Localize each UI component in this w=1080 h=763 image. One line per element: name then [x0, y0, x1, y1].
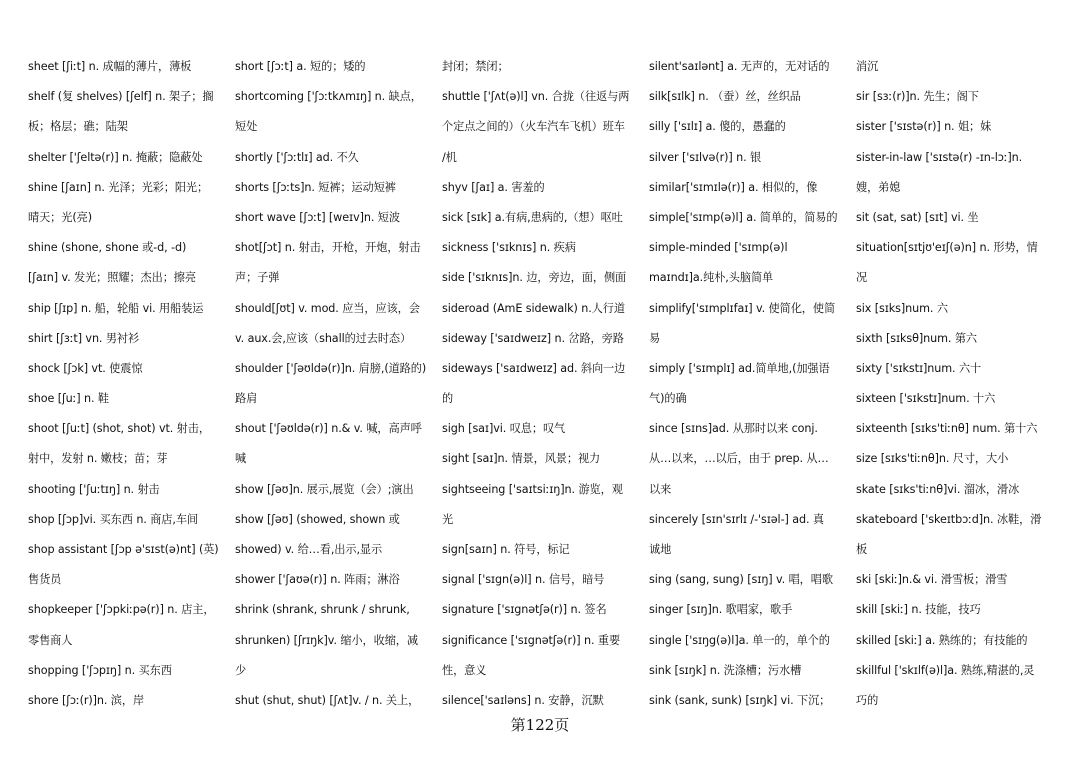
vocab-entry-line: single ['sɪŋg(ə)l]a. 单一的，单个的 — [649, 633, 830, 647]
vocab-entry-line: simple['sɪmp(ə)l] a. 简单的，简易的 — [649, 210, 838, 224]
vocab-entry-line: 巧的 — [856, 693, 879, 707]
vocab-entry-line: sideways ['saɪdweɪz] ad. 斜向一边 — [442, 361, 626, 375]
vocab-entry-line: sing (sang, sung) [sɪŋ] v. 唱，唱歌 — [649, 573, 833, 587]
vocab-entry-line: silly ['sɪlɪ] a. 傻的，愚蠢的 — [649, 120, 786, 134]
vocab-entry-line: 板 — [856, 543, 868, 556]
vocab-entry-line: shop [ʃɔp]vi. 买东西 n. 商店,车间 — [28, 512, 199, 526]
vocab-entry-line: 少 — [235, 663, 247, 677]
vocab-entry-line: shut (shut, shut) [ʃʌt]v. / n. 关上， — [235, 693, 420, 707]
vocab-entry-line: show [ʃəʊ]n. 展示,展览（会）;演出 — [235, 482, 414, 496]
vocab-entry-line: shoe [ʃuː] n. 鞋 — [28, 392, 109, 406]
vocab-entry-line: silent'saɪlənt] a. 无声的，无对话的 — [649, 60, 830, 73]
vocab-entry-line: simply ['sɪmplɪ] ad.简单地,(加强语 — [649, 361, 830, 375]
vocab-entry-line: sister-in-law ['sɪstə(r) -ɪn-lɔː]n. — [856, 150, 1023, 164]
vocab-entry-line: shorts [ʃɔːts]n. 短裤；运动短裤 — [235, 180, 396, 194]
vocab-entry-line: 板；格层；礁；陆架 — [28, 120, 128, 134]
vocab-entry-line: shoot [ʃuːt] (shot, shot) vt. 射击， — [28, 422, 210, 436]
vocab-entry-line: shortcoming ['ʃɔːtkʌmɪŋ] n. 缺点， — [235, 90, 422, 104]
vocab-entry-line: shooting ['ʃuːtɪŋ] n. 射击 — [28, 482, 160, 496]
vocab-entry-line: sideroad (AmE sidewalk) n.人行道 — [442, 301, 625, 315]
vocab-entry-line: sit (sat, sat) [sɪt] vi. 坐 — [856, 210, 979, 224]
vocab-column-2 — [235, 52, 442, 722]
vocab-entry-line: sir [sɜː(r)]n. 先生；阁下 — [856, 90, 979, 104]
vocab-entry-line: 喊 — [235, 452, 247, 466]
vocab-entry-line: shelf (复 shelves) [ʃelf] n. 架子；搁 — [28, 90, 214, 104]
vocab-entry-line: shirt [ʃɜːt] vn. 男衬衫 — [28, 331, 140, 345]
vocab-entry-line: shrunken) [ʃrɪŋk]v. 缩小，收缩，减 — [235, 633, 418, 647]
vocab-entry-line: sigh [saɪ]vi. 叹息；叹气 — [442, 422, 566, 436]
vocab-entry-line: 个定点之间的）（火车汽车飞机）班车 — [442, 120, 625, 134]
vocab-entry-line: skillful ['skɪlf(ə)l]a. 熟练,精湛的,灵 — [856, 663, 1035, 677]
vocab-entry-line: 零售商人 — [28, 633, 73, 647]
vocab-entry-line: shopping ['ʃɔpɪŋ] n. 买东西 — [28, 663, 172, 677]
vocab-entry-line: 声；子弹 — [235, 271, 280, 285]
vocab-entry-line: 以来 — [649, 482, 672, 496]
page-number: 第122页 — [510, 716, 570, 734]
vocab-entry-line: sixteen ['sɪkstɪ]num. 十六 — [856, 392, 996, 406]
vocab-entry-line: shore [ʃɔː(r)]n. 滨，岸 — [28, 693, 145, 707]
vocab-entry-line: simple-minded ['sɪmp(ə)l — [649, 241, 788, 255]
vocab-entry-line: short wave [ʃɔːt] [weɪv]n. 短波 — [235, 210, 400, 224]
vocab-column-3 — [442, 52, 649, 722]
vocab-entry-line: 封闭；禁闭； — [442, 60, 509, 73]
vocab-entry-line: sign[saɪn] n. 符号，标记 — [442, 543, 570, 556]
vocab-entry-line: shoulder ['ʃəʊldə(r)]n. 肩膀,(道路的) — [235, 361, 427, 375]
vocabulary-page — [28, 52, 1068, 722]
vocab-entry-line: sincerely [sɪn'sɪrlɪ /-'sɪəl-] ad. 真 — [649, 512, 824, 526]
vocab-entry-line: shop assistant [ʃɔp ə'sɪst(ə)nt] (英) — [28, 543, 219, 556]
vocab-entry-line: 的 — [442, 392, 454, 406]
vocab-column-1 — [28, 52, 235, 722]
vocab-entry-line: shine (shone, shone 或-d, -d) — [28, 241, 187, 255]
vocab-entry-line: 诚地 — [649, 543, 672, 556]
vocab-entry-line: ship [ʃɪp] n. 船，轮船 vi. 用船装运 — [28, 301, 204, 315]
vocab-entry-line: show [ʃəʊ] (showed, shown 或 — [235, 512, 400, 526]
vocab-entry-line: sick [sɪk] a.有病,患病的,（想）呕吐 — [442, 210, 623, 224]
vocab-entry-line: six [sɪks]num. 六 — [856, 301, 948, 315]
vocab-entry-line: sideway ['saɪdweɪz] n. 岔路，旁路 — [442, 331, 624, 345]
vocab-entry-line: situation[sɪtjʊ'eɪʃ(ə)n] n. 形势，情 — [856, 241, 1038, 255]
vocab-entry-line: 况 — [856, 271, 868, 285]
vocab-entry-line: sink [sɪŋk] n. 洗涤槽；污水槽 — [649, 663, 802, 677]
vocab-entry-line: silver ['sɪlvə(r)] n. 银 — [649, 150, 762, 164]
vocab-entry-line: shower ['ʃaʊə(r)] n. 阵雨；淋浴 — [235, 573, 400, 587]
vocab-entry-line: signature ['sɪgnətʃə(r)] n. 签名 — [442, 603, 607, 617]
vocab-entry-line: sickness ['sɪknɪs] n. 疾病 — [442, 241, 576, 255]
vocab-entry-line: 晴天；光(亮) — [28, 210, 92, 224]
vocab-entry-line: 短处 — [235, 120, 258, 134]
vocab-entry-line: size [sɪks'tiːnθ]n. 尺寸，大小 — [856, 452, 1009, 466]
vocab-entry-line: shyv [ʃaɪ] a. 害羞的 — [442, 180, 545, 194]
vocab-entry-line: singer [sɪŋ]n. 歌唱家，歌手 — [649, 603, 793, 617]
vocab-entry-line: 售货员 — [28, 573, 62, 587]
vocab-entry-line: skateboard ['skeɪtbɔːd]n. 冰鞋，滑 — [856, 512, 1042, 526]
vocab-entry-line: sixty ['sɪkstɪ]num. 六十 — [856, 361, 982, 375]
vocab-entry-line: silence['saɪləns] n. 安静，沉默 — [442, 693, 604, 707]
vocab-entry-line: skilled [skiː] a. 熟练的；有技能的 — [856, 633, 1028, 647]
vocab-entry-line: 从…以来，…以后，由于 prep. 从… — [649, 452, 829, 466]
vocab-entry-line: sixteenth [sɪks'tiːnθ] num. 第十六 — [856, 422, 1038, 436]
vocab-entry-line: side ['sɪknɪs]n. 边，旁边，面，侧面 — [442, 271, 627, 285]
vocab-entry-line: shot[ʃɔt] n. 射击，开枪，开炮，射击 — [235, 241, 421, 255]
vocab-entry-line: sight [saɪ]n. 情景，风景；视力 — [442, 452, 601, 466]
vocab-entry-line: simplify['sɪmplɪfaɪ] v. 使简化，使简 — [649, 301, 836, 315]
vocab-entry-line: shopkeeper ['ʃɔpkiːpə(r)] n. 店主， — [28, 603, 215, 617]
vocab-column-5 — [856, 52, 1063, 722]
vocab-entry-line: skill [skiː] n. 技能，技巧 — [856, 603, 981, 617]
vocab-entry-line: /机 — [442, 150, 457, 164]
vocab-column-4 — [649, 52, 856, 722]
vocab-entry-line: 消沉 — [856, 60, 879, 73]
vocab-entry-line: sister ['sɪstə(r)] n. 姐；妹 — [856, 120, 992, 134]
vocab-entry-line: similar['sɪmɪlə(r)] a. 相似的，像 — [649, 180, 818, 194]
vocab-entry-line: v. aux.会,应该（shall的过去时态） — [235, 331, 412, 345]
vocab-entry-line: 性，意义 — [442, 663, 487, 677]
vocab-entry-line: ski [skiː]n.& vi. 滑雪板；滑雪 — [856, 573, 1008, 587]
vocab-entry-line: sightseeing ['saɪtsiːɪŋ]n. 游览，观 — [442, 482, 623, 496]
vocab-entry-line: should[ʃʊt] v. mod. 应当，应该，会 — [235, 301, 420, 315]
vocab-entry-line: silk[sɪlk] n. （蚕）丝，丝织品 — [649, 90, 801, 104]
vocab-entry-line: short [ʃɔːt] a. 短的；矮的 — [235, 60, 366, 73]
vocab-entry-line: sheet [ʃiːt] n. 成幅的薄片，薄板 — [28, 60, 192, 73]
vocab-entry-line: sink (sank, sunk) [sɪŋk] vi. 下沉； — [649, 693, 831, 707]
vocab-entry-line: 易 — [649, 331, 661, 345]
vocab-entry-line: 射中，发射 n. 嫩枝；苗；芽 — [28, 452, 168, 466]
vocab-entry-line: shout ['ʃəʊldə(r)] n.& v. 喊，高声呼 — [235, 422, 422, 436]
vocab-entry-line: signal ['sɪgn(ə)l] n. 信号，暗号 — [442, 573, 605, 587]
vocab-entry-line: shine [ʃaɪn] n. 光泽；光彩；阳光； — [28, 180, 209, 194]
vocab-entry-line: shuttle ['ʃʌt(ə)l] vn. 合拢（往返与两 — [442, 90, 630, 104]
vocab-entry-line: shelter ['ʃeltə(r)] n. 掩蔽；隐蔽处 — [28, 150, 203, 164]
vocab-entry-line: skate [sɪks'tiːnθ]vi. 溜冰，滑冰 — [856, 482, 1020, 496]
vocab-entry-line: shrink (shrank, shrunk / shrunk, — [235, 603, 410, 617]
vocab-entry-line: 嫂，弟媳 — [856, 180, 901, 194]
vocab-entry-line: since [sɪns]ad. 从那时以来 conj. — [649, 422, 818, 436]
vocab-entry-line: significance ['sɪgnətʃə(r)] n. 重要 — [442, 633, 621, 647]
vocab-entry-line: shock [ʃɔk] vt. 使震惊 — [28, 361, 143, 375]
vocab-entry-line: 路肩 — [235, 392, 258, 406]
vocab-entry-line: maɪndɪ]a.纯朴,头脑简单 — [649, 271, 774, 285]
vocab-entry-line: 光 — [442, 512, 454, 526]
vocab-entry-line: [ʃaɪn] v. 发光；照耀；杰出；擦亮 — [28, 271, 196, 285]
vocab-entry-line: sixth [sɪksθ]num. 第六 — [856, 331, 978, 345]
vocab-entry-line: 气)的确 — [649, 392, 687, 406]
vocab-entry-line: shortly ['ʃɔːtlɪ] ad. 不久 — [235, 150, 359, 164]
vocab-entry-line: showed) v. 给…看,出示,显示 — [235, 543, 383, 556]
